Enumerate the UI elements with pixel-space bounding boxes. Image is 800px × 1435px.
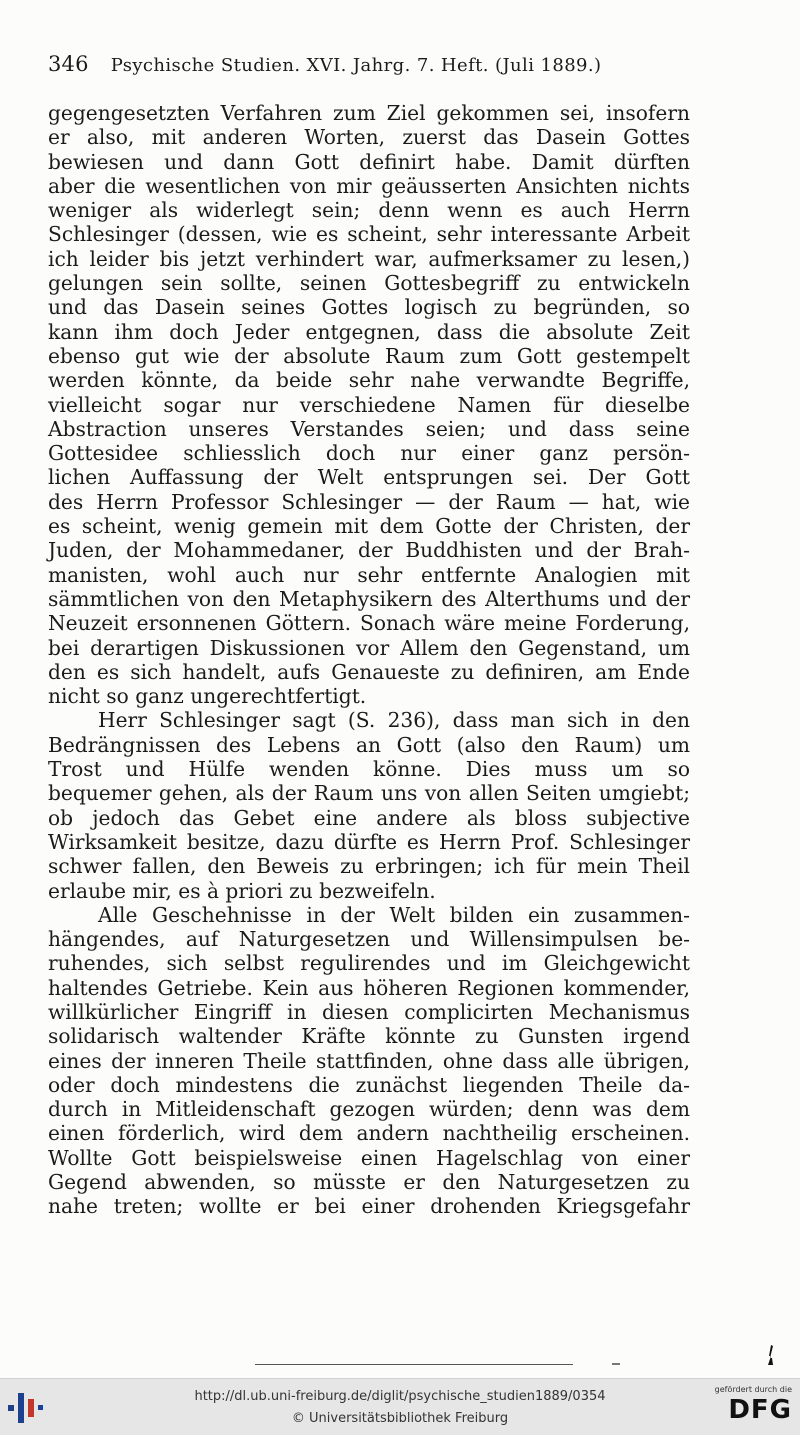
text-line: solidarisch waltender Kräfte könnte zu Gunsten irgend	[48, 1024, 690, 1049]
text-line: eines der inneren Theile stattfinden, ohne dass alle übrigen,	[48, 1048, 690, 1073]
text-line: Trost und Hülfe wenden könne. Dies muss um so	[48, 757, 690, 782]
text-line: Bedrängnissen des Lebens an Gott (also den Raum) um	[48, 732, 690, 757]
text-line: nahe treten; wollte er bei einer drohenden Kriegsgefahr	[48, 1194, 690, 1219]
text-line: er also, mit anderen Worten, zuerst das Dasein Gottes	[48, 125, 690, 150]
text-line: aber die wesentlichen von mir geäusserten Ansichten nichts	[48, 173, 690, 198]
body-text	[48, 101, 690, 1219]
dfg-logo: DFG	[728, 1395, 792, 1425]
page-header	[48, 52, 752, 76]
text-line: bequemer gehen, als der Raum uns von allen Seiten umgiebt;	[48, 781, 690, 806]
text-line: gelungen sein sollte, seinen Gottesbegriff zu entwickeln	[48, 271, 690, 296]
sponsor-note: gefördert durch die	[714, 1385, 792, 1394]
text-line: Gottesidee schliesslich doch nur einer ganz persön-	[48, 441, 690, 466]
text-line: Wollte Gott beispielsweise einen Hagelschlag von einer	[48, 1145, 690, 1170]
text-line: Alle Geschehnisse in der Welt bilden ein zusammen-	[98, 902, 690, 927]
text-line: vielleicht sogar nur verschiedene Namen für dieselbe	[48, 392, 690, 417]
text-line: des Herrn Professor Schlesinger — der Raum — hat, wie	[48, 489, 690, 514]
text-line: gegengesetzten Verfahren zum Ziel gekommen sei, insofern	[48, 101, 690, 125]
text-line: schwer fallen, den Beweis zu erbringen; ich für mein Theil	[48, 854, 690, 879]
footer-dash	[612, 1363, 620, 1365]
text-line: werden könnte, da beide sehr nahe verwandte Begriffe,	[48, 368, 690, 393]
text-line: ebenso gut wie der absolute Raum zum Gott gestempelt	[48, 343, 690, 368]
text-line: Gegend abwenden, so müsste er den Naturgesetzen zu	[48, 1170, 690, 1195]
page-number: 346	[48, 52, 89, 76]
copyright-notice: © Universitätsbibliothek Freiburg	[291, 1411, 509, 1426]
text-line: kann ihm doch Jeder entgegnen, dass die absolute Zeit	[48, 319, 690, 344]
signature-mark-icon	[765, 1344, 775, 1366]
running-head: Psychische Studien. XVI. Jahrg. 7. Heft. (Juli 1889.)	[110, 55, 602, 76]
text-line: hängendes, auf Naturgesetzen und Willensimpulsen be-	[48, 927, 690, 952]
text-line: oder doch mindestens die zunächst liegenden Theile da-	[48, 1072, 690, 1097]
library-footer-bar	[0, 1378, 800, 1435]
text-line: Abstraction unseres Verstandes seien; und dass seine	[48, 416, 690, 441]
text-line: ruhendes, sich selbst regulirendes und im Gleichgewicht	[48, 951, 690, 976]
text-line: haltendes Getriebe. Kein aus höheren Regionen kommender,	[48, 975, 690, 1000]
text-line: und das Dasein seines Gottes logisch zu begründen, so	[48, 295, 690, 320]
text-line: durch in Mitleidenschaft gezogen würden; denn was dem	[48, 1097, 690, 1122]
text-line: es scheint, wenig gemein mit dem Gotte der Christen, der	[48, 514, 690, 539]
text-line: bei derartigen Diskussionen vor Allem den Gegenstand, um	[48, 635, 690, 660]
footer-rule	[255, 1364, 573, 1365]
text-line: Wirksamkeit besitze, dazu dürfte es Herrn Prof. Schlesinger	[48, 829, 690, 854]
text-line: Schlesinger (dessen, wie es scheint, sehr interessante Arbeit	[48, 222, 690, 247]
text-line: lichen Auffassung der Welt entsprungen sei. Der Gott	[48, 465, 690, 490]
text-line: Juden, der Mohammedaner, der Buddhisten und der Brah-	[48, 538, 690, 563]
text-line: bewiesen und dann Gott definirt habe. Damit dürften	[48, 149, 690, 174]
text-line: nicht so ganz ungerechtfertigt.	[48, 684, 367, 709]
text-line: einen förderlich, wird dem andern nachtheilig erscheinen.	[48, 1121, 690, 1146]
text-line: erlaube mir, es à priori zu bezweifeln.	[48, 878, 436, 903]
text-line: sämmtlichen von den Metaphysikern des Alterthums und der	[48, 586, 690, 611]
text-line: ich leider bis jetzt verhindert war, aufmerksamer zu lesen,)	[48, 246, 690, 271]
text-line: ob jedoch das Gebet eine andere als bloss subjective	[48, 805, 690, 830]
source-url[interactable]: http://dl.ub.uni-freiburg.de/diglit/psychische_studien1889/0354	[194, 1389, 606, 1404]
text-line: Herr Schlesinger sagt (S. 236), dass man sich in den	[98, 708, 690, 733]
text-line: weniger als widerlegt sein; denn wenn es auch Herrn	[48, 198, 690, 223]
text-line: willkürlicher Eingriff in diesen complicirten Mechanismus	[48, 999, 690, 1024]
text-line: manisten, wohl auch nur sehr entfernte Analogien mit	[48, 562, 690, 587]
text-line: Neuzeit ersonnenen Göttern. Sonach wäre meine Forderung,	[48, 611, 690, 636]
text-line: den es sich handelt, aufs Genaueste zu definiren, am Ende	[48, 659, 690, 684]
